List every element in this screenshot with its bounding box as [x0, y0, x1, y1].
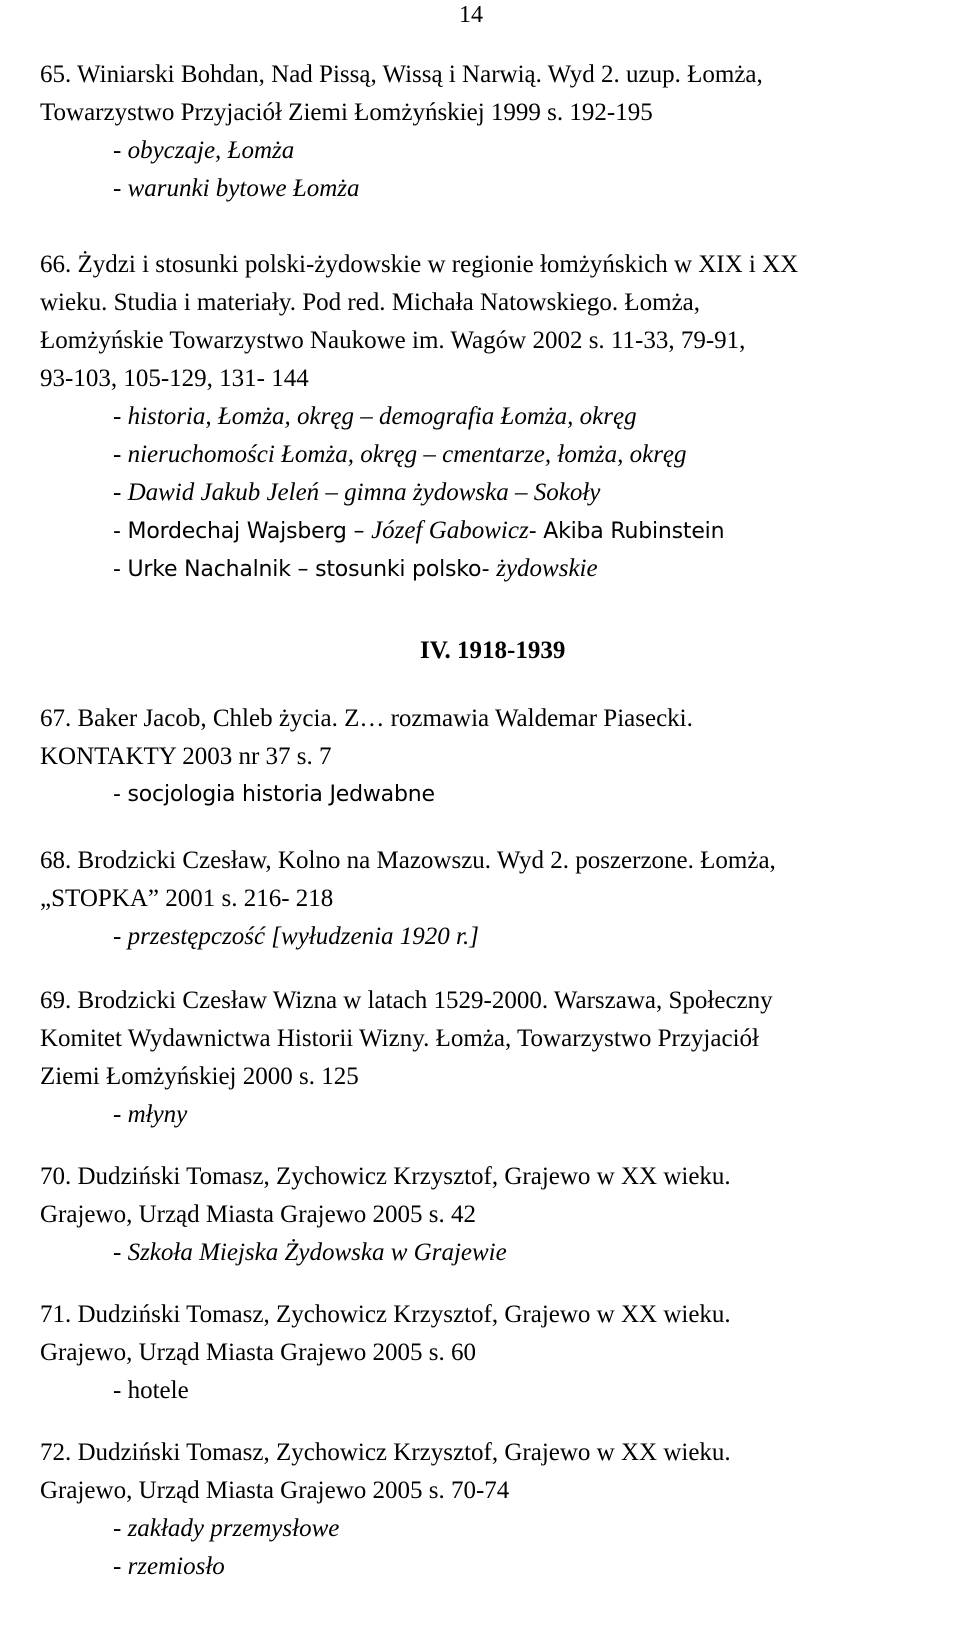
bibliography-entry-70 [40, 1158, 731, 1272]
entry-tag [40, 512, 798, 550]
entry-line: Ziemi Łomżyńskiej 2000 s. 125 [40, 1063, 359, 1090]
entry-tag-part: - Urke Nachalnik – stosunki polsko- [113, 557, 497, 582]
entry-tag-part: żydowskie [496, 555, 598, 582]
entry-line: wieku. Studia i materiały. Pod red. Michała Natowskiego. Łomża, [40, 289, 701, 316]
entry-tag: - przestępczość [wyłudzenia 1920 r.] [113, 923, 479, 950]
entry-line: 68. Brodzicki Czesław, Kolno na Mazowszu. Wyd 2. poszerzone. Łomża, [40, 847, 776, 874]
entry-line: Komitet Wydawnictwa Historii Wizny. Łomża, Towarzystwo Przyjaciół [40, 1025, 759, 1052]
bibliography-entry-72 [40, 1434, 731, 1586]
entry-line: KONTAKTY 2003 nr 37 s. 7 [40, 743, 332, 770]
entry-tag [40, 550, 798, 588]
entry-line: 72. Dudziński Tomasz, Zychowicz Krzysztof, Grajewo w XX wieku. [40, 1439, 731, 1466]
bibliography-entry-68 [40, 842, 776, 956]
entry-line: Łomżyńskie Towarzystwo Naukowe im. Wagów 2002 s. 11-33, 79-91, [40, 327, 746, 354]
entry-tag: - hotele [113, 1377, 189, 1404]
bibliography-entry-67 [40, 700, 693, 814]
entry-line: 71. Dudziński Tomasz, Zychowicz Krzysztof, Grajewo w XX wieku. [40, 1301, 731, 1328]
entry-tag: - obyczaje, Łomża [113, 137, 295, 164]
page-number: 14 [459, 2, 483, 28]
entry-line: Towarzystwo Przyjaciół Ziemi Łomżyńskiej 1999 s. 192-195 [40, 99, 653, 126]
entry-line: Grajewo, Urząd Miasta Grajewo 2005 s. 60 [40, 1339, 476, 1366]
entry-tag: - historia, Łomża, okręg – demografia Łomża, okręg [113, 403, 637, 430]
entry-line: 70. Dudziński Tomasz, Zychowicz Krzysztof, Grajewo w XX wieku. [40, 1163, 731, 1190]
entry-line: 67. Baker Jacob, Chleb życia. Z… rozmawia Waldemar Piasecki. [40, 705, 693, 732]
entry-tag: - socjologia historia Jedwabne [113, 782, 435, 807]
entry-tag-part: - Mordechaj Wajsberg – [113, 519, 372, 544]
entry-line: 66. Żydzi i stosunki polski-żydowskie w regionie łomżyńskich w XIX i XX [40, 251, 799, 278]
entry-line: 65. Winiarski Bohdan, Nad Pissą, Wissą i Narwią. Wyd 2. uzup. Łomża, [40, 61, 763, 88]
entry-tag: - Szkoła Miejska Żydowska w Grajewie [113, 1239, 507, 1266]
bibliography-entry-69 [40, 982, 773, 1134]
entry-tag: - Dawid Jakub Jeleń – gimna żydowska – Sokoły [113, 479, 601, 506]
entry-tag-part: - Akiba Rubinstein [528, 519, 725, 544]
entry-line: 69. Brodzicki Czesław Wizna w latach 1529-2000. Warszawa, Społeczny [40, 987, 773, 1014]
entry-line: Grajewo, Urząd Miasta Grajewo 2005 s. 70-74 [40, 1477, 510, 1504]
entry-tag: - zakłady przemysłowe [113, 1515, 340, 1542]
entry-tag: - rzemiosło [113, 1553, 225, 1580]
entry-tag-part: Józef Gabowicz [371, 517, 529, 544]
entry-tag: - warunki bytowe Łomża [113, 175, 360, 202]
entry-line: Grajewo, Urząd Miasta Grajewo 2005 s. 42 [40, 1201, 476, 1228]
entry-tag: - nieruchomości Łomża, okręg – cmentarze, łomża, okręg [113, 441, 687, 468]
entry-line: 93-103, 105-129, 131- 144 [40, 365, 309, 392]
entry-line: „STOPKA” 2001 s. 216- 218 [40, 885, 334, 912]
bibliography-entry-65 [40, 56, 763, 208]
bibliography-entry-71 [40, 1296, 731, 1410]
section-heading: IV. 1918-1939 [420, 637, 566, 664]
bibliography-entry-66 [40, 246, 798, 588]
entry-tag: - młyny [113, 1101, 188, 1128]
